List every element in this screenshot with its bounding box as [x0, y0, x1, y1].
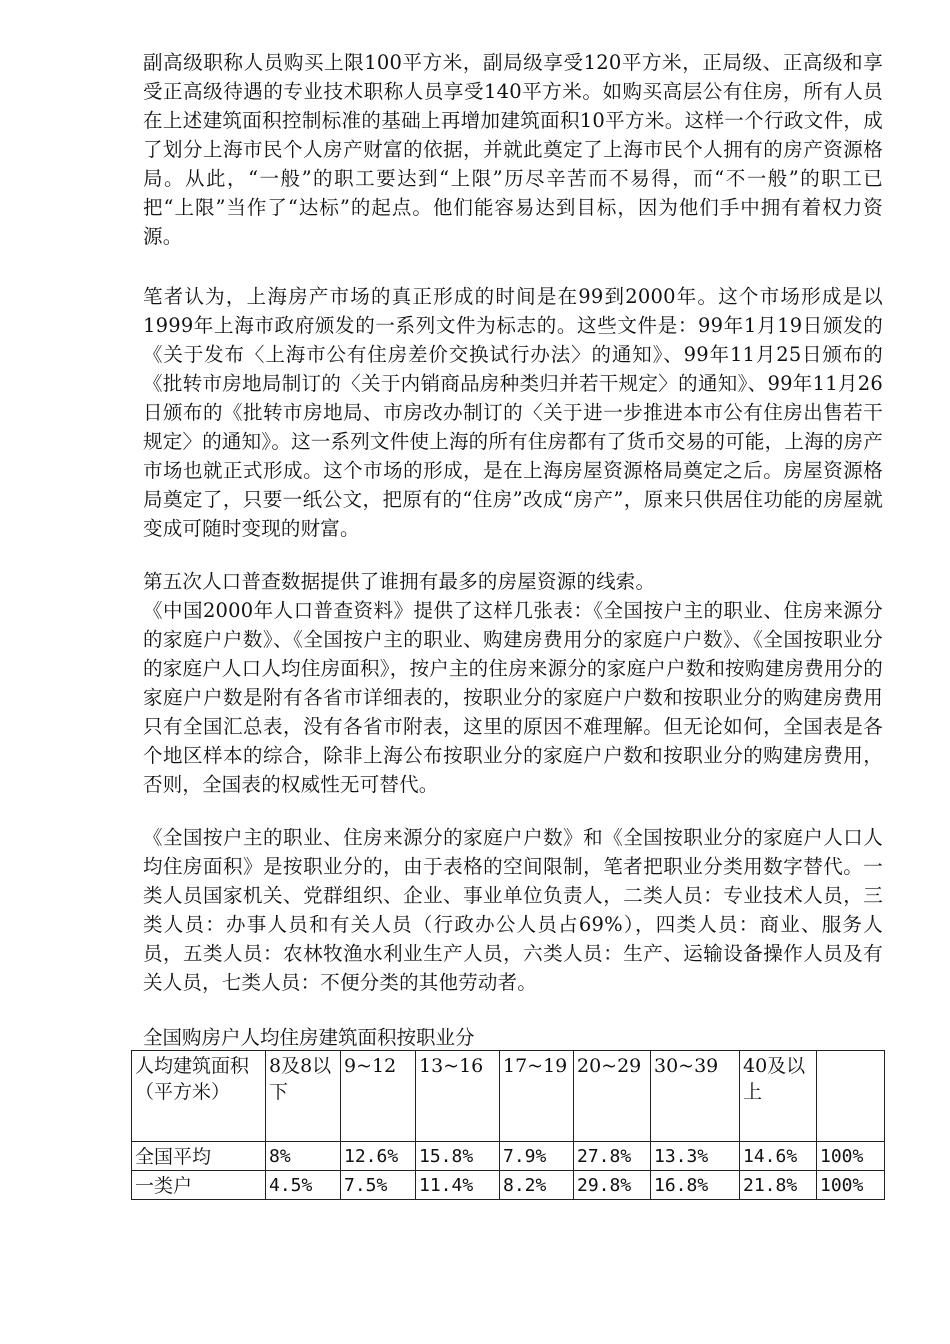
paragraph-market-formation: 笔者认为，上海房产市场的真正形成的时间是在99到2000年。这个市场形成是以1999年上海市政府颁发的一系列文件为标志的。这些文件是：99年1月19日颁发的《关于发布〈上海市公有住房差价交换试行办法〉的通知》、99年11月25日颁布的《批转市房地局制订的〈关于内销商品房种类归并若干规定〉的通知》、99年11月26日颁布的《批转市房地局、市房改办制订的〈关于进一步推进本市公有住房出售若干规定〉的通知》。这一系列文件使上海的所有住房都有了货币交易的可能，上海的房产市场也就正式形成。这个市场的形成，是在上海房屋资源格局奠定之后。房屋资源格局奠定了，只要一纸公文，把原有的“住房”改成“房产”，原来只供居住功能的房屋就变成可随时变现的财富。 [143, 285, 883, 540]
table-cell: 13.3% [651, 1142, 740, 1171]
table-row [132, 1171, 885, 1200]
table-header-cell: 17~19 [500, 1051, 574, 1142]
housing-area-table [131, 1050, 885, 1200]
table-cell: 8% [266, 1142, 341, 1171]
paragraph-occupation-classes: 《全国按户主的职业、住房来源分的家庭户户数》和《全国按职业分的家庭户人口人均住房面积》是按职业分的，由于表格的空间限制，笔者把职业分类用数字替代。一类人员国家机关、党群组织、企业、事业单位负责人，二类人员：专业技术人员，三类人员：办事人员和有关人员（行政办公人员占69%），四类人员：商业、服务人员，五类人员：农林牧渔水利业生产人员，六类人员：生产、运输设备操作人员及有关人员，七类人员：不便分类的其他劳动者。 [143, 826, 883, 994]
table-cell: 27.8% [574, 1142, 651, 1171]
table-header-cell: 9~12 [341, 1051, 416, 1142]
table-title: 全国购房户人均住房建筑面积按职业分 [143, 1026, 475, 1049]
table-header-row [132, 1051, 885, 1142]
paragraph-census-clue: 第五次人口普查数据提供了谁拥有最多的房屋资源的线索。 [143, 570, 656, 593]
table-cell: 16.8% [651, 1171, 740, 1200]
table-header-cell: 8及8以下 [266, 1051, 341, 1142]
table-cell: 12.6% [341, 1142, 416, 1171]
table-header-cell: 20~29 [574, 1051, 651, 1142]
table-cell: 7.5% [341, 1171, 416, 1200]
table-header-cell: 40及以上 [740, 1051, 817, 1142]
table-cell: 8.2% [500, 1171, 574, 1200]
table-cell: 100% [817, 1142, 885, 1171]
table-cell: 11.4% [416, 1171, 500, 1200]
table-cell: 一类户 [132, 1171, 266, 1200]
table-cell: 14.6% [740, 1142, 817, 1171]
table-header-cell: 人均建筑面积（平方米） [132, 1051, 266, 1142]
table-cell: 4.5% [266, 1171, 341, 1200]
table-header-cell [817, 1051, 885, 1142]
table-header-cell: 13~16 [416, 1051, 500, 1142]
table-header-cell: 30~39 [651, 1051, 740, 1142]
paragraph-census-tables: 《中国2000年人口普查资料》提供了这样几张表：《全国按户主的职业、住房来源分的家庭户户数》、《全国按户主的职业、购建房费用分的家庭户户数》、《全国按职业分的家庭户人口人均住房面积》，按户主的住房来源分的家庭户户数和按购建房费用分的家庭户户数是附有各省市详细表的，按职业分的家庭户户数和按职业分的购建房费用只有全国汇总表，没有各省市附表，这里的原因不难理解。但无论如何，全国表是各个地区样本的综合，除非上海公布按职业分的家庭户户数和按职业分的购建房费用，否则，全国表的权威性无可替代。 [143, 599, 883, 796]
paragraph-housing-limits: 副高级职称人员购买上限100平方米，副局级享受120平方米，正局级、正高级和享受正高级待遇的专业技术职称人员享受140平方米。如购买高层公有住房，所有人员在上述建筑面积控制标准的基础上再增加建筑面积10平方米。这样一个行政文件，成了划分上海市民个人房产财富的依据，并就此奠定了上海市民个人拥有的房产资源格局。从此，“一般”的职工要达到“上限”历尽辛苦而不易得，而“不一般”的职工已把“上限”当作了“达标”的起点。他们能容易达到目标，因为他们手中拥有着权力资源。 [143, 51, 883, 248]
table-cell: 全国平均 [132, 1142, 266, 1171]
table-row [132, 1142, 885, 1171]
table-cell: 29.8% [574, 1171, 651, 1200]
table-cell: 15.8% [416, 1142, 500, 1171]
table-cell: 21.8% [740, 1171, 817, 1200]
table-cell: 7.9% [500, 1142, 574, 1171]
table-cell: 100% [817, 1171, 885, 1200]
